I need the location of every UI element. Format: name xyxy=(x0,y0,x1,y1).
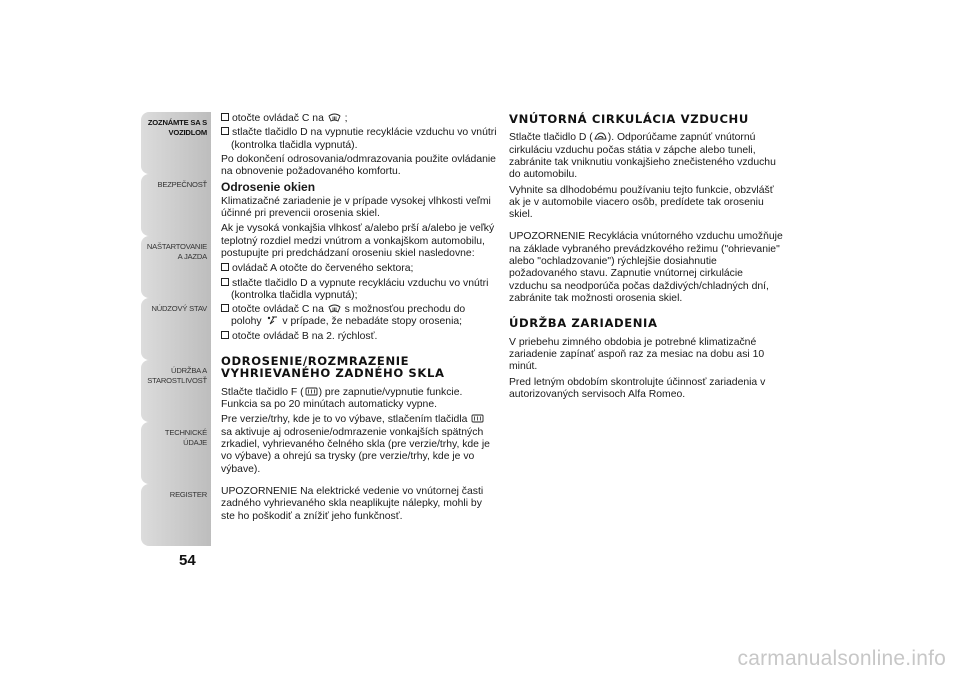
bullet-item: stlačte tlačidlo D na vypnutie recyklácie vzduchu vo vnútri (kontrolka tlačidla vypnutá). xyxy=(221,127,498,152)
paragraph: Pred letným obdobím skontrolujte účinnosť zariadenia v autorizovaných servisoch Alfa Romeo. xyxy=(509,376,766,400)
rear-window-defrost-icon xyxy=(471,414,484,423)
section-heading-recirculation: VNÚTORNÁ CIRKULÁCIA VZDUCHU xyxy=(509,112,749,126)
warning-paragraph: UPOZORNENIE Na elektrické vedenie vo vnútornej časti zadného vyhrievaného skla neaplikujte nálepky, mohli by ste ho poškodiť a znížiť jeho funkčnosť. xyxy=(221,485,484,522)
checkbox-bullet-icon xyxy=(221,113,229,121)
section-heading-rear-defrost: ODROSENIE/ROZMRAZENIE VYHRIEVANÉHO ZADNÉHO SKLA xyxy=(221,354,445,381)
paragraph: Vyhnite sa dlhodobému používaniu tejto funkcie, obzvlášť ak je v automobile viacero osôb, predídete tak oroseniu skiel. xyxy=(509,184,774,221)
air-recirculation-icon xyxy=(594,132,607,141)
defrost-windshield-icon xyxy=(328,113,341,122)
left-column xyxy=(221,113,498,526)
tab-bezpecnost[interactable]: BEZPEČNOSŤ xyxy=(141,174,211,236)
bullet-item: stlačte tlačidlo D a vypnute recykláciu vzduchu vo vnútri (kontrolka tlačidla vypnutá); xyxy=(221,278,498,303)
checkbox-bullet-icon xyxy=(221,278,229,286)
defrost-windshield-icon xyxy=(328,304,341,313)
section-heading-maintenance: ÚDRŽBA ZARIADENIA xyxy=(509,316,658,331)
paragraph: V priebehu zimného obdobia je potrebné klimatizačné zariadenie zapínať aspoň raz za mesiac na dobu asi 10 minút. xyxy=(509,336,765,373)
paragraph: Stlačte tlačidlo F ( ) pre zapnutie/vypnutie funkcie. Funkcia sa po 20 minútach automaticky vypne. xyxy=(221,386,463,411)
subheading-odrosenie-okien: Odrosenie okien xyxy=(221,180,316,195)
paragraph: Ak je vysoká vonkajšia vlhkosť a/alebo prší a/alebo je veľký teplotný rozdiel medzi vnútrom a vonkajškom automobilu, postupujte pri predchádzaní oroseniu skiel nasledovne: xyxy=(221,223,495,259)
paragraph: Po dokončení odrosovania/odmrazovania použite ovládanie na obnovenie požadovaného komfortu. xyxy=(221,153,496,178)
bullet-item: otočte ovládač C na s možnosťou prechodu do polohy v prípade, že nebadáte stopy orosenia; xyxy=(221,304,498,329)
tab-nudzovy-stav[interactable]: NÚDZOVÝ STAV xyxy=(141,298,211,360)
checkbox-bullet-icon xyxy=(221,263,229,271)
warning-paragraph: UPOZORNENIE Recyklácia vnútorného vzduchu umožňuje na základe vybraného prevádzkového režimu ("ohrievanie" alebo "ochladzovanie") rýchlejšie dosiahnutie požadovaného stavu. Zapnutie vnútornej cirkulácie vzduchu sa neodporúča počas daždivých/chladných dní, zabránite tak možnosti orosenia skiel. xyxy=(509,231,783,304)
tab-zoznamte-sa[interactable]: ZOZNÁMTE SA S VOZIDLOM xyxy=(141,112,211,174)
air-distribution-feet-windshield-icon xyxy=(266,316,279,325)
bullet-item: otočte ovládač C na ; xyxy=(221,113,498,125)
checkbox-bullet-icon xyxy=(221,304,229,312)
tab-nastartovanie[interactable]: NAŠTARTOVANIE A JAZDA xyxy=(141,236,211,298)
paragraph: Stlačte tlačidlo D ( ). Odporúčame zapnúť vnútornú cirkuláciu vzduchu počas státia v zápche alebo tuneli, zabránite tak vniknutiu vonkajšieho znečisteného vzduchu do automobilu. xyxy=(509,132,776,181)
paragraph: Pre verzie/trhy, kde je to vo výbave, stlačením tlačidla sa aktivuje aj odrosenie/odmrazenie vonkajších spätných zrkadiel, vyhrievaného čelného skla (pre verzie/trhy, kde je vo výbave) a ohrejú sa trysky (pre verzie/trhy, kde je vo výbave). xyxy=(221,414,490,475)
tab-register[interactable]: REGISTER xyxy=(141,484,211,546)
rear-window-defrost-icon xyxy=(305,387,318,396)
checkbox-bullet-icon xyxy=(221,331,229,339)
page-number: 54 xyxy=(179,552,196,569)
checkbox-bullet-icon xyxy=(221,127,229,135)
tab-udrzba[interactable]: ÚDRŽBA A STAROSTLIVOSŤ xyxy=(141,360,211,422)
bullet-item: otočte ovládač B na 2. rýchlosť. xyxy=(221,331,498,343)
bullet-item: ovládač A otočte do červeného sektora; xyxy=(221,263,498,275)
paragraph: Klimatizačné zariadenie je v prípade vysokej vlhkosti veľmi účinné pri prevencii orosenia skiel. xyxy=(221,195,491,220)
tab-technicke-udaje[interactable]: TECHNICKÉ ÚDAJE xyxy=(141,422,211,484)
right-column xyxy=(509,113,783,404)
watermark: carmanualsonline.info xyxy=(737,647,946,670)
